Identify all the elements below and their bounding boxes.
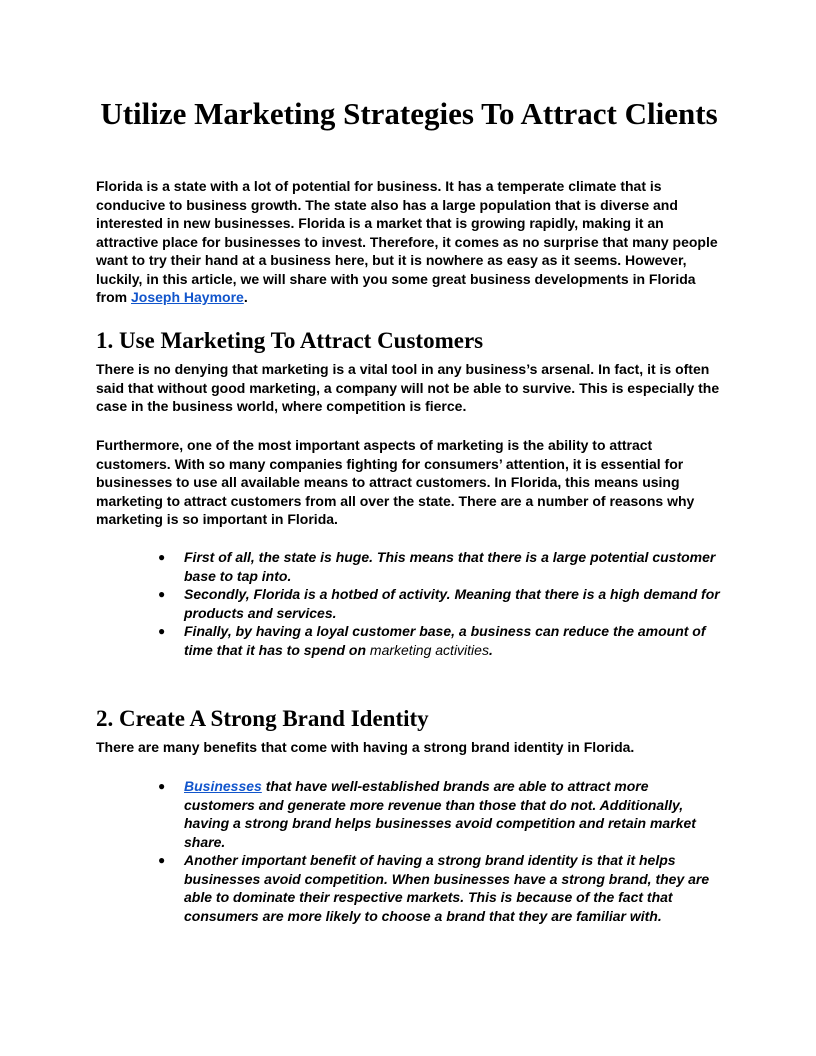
bullet-text: First of all, the state is huge. This means that there is a large potential customer base to tap into.: [184, 549, 716, 584]
bullet-icon: ●: [158, 550, 166, 564]
list-item: [96, 548, 722, 585]
section-1-paragraph-2: Furthermore, one of the most important aspects of marketing is the ability to attract customers. With so many companies fighting for consumers’ attention, it is essential for businesses to use all available means to attract customers. In Florida, this means using marketing to attract customers from all over the state. There are a number of reasons why marketing is so important in Florida.: [96, 437, 695, 527]
bullet-plain-text: marketing activities: [369, 641, 489, 658]
intro-paragraph: [96, 177, 722, 307]
list-item: [96, 777, 722, 851]
list-item: [96, 585, 722, 622]
page-title: Utilize Marketing Strategies To Attract Clients: [100, 96, 718, 131]
bullet-text: Another important benefit of having a strong brand identity is that it helps businesses avoid competition. When businesses have a strong brand, they are able to dominate their respective markets. This is because of the fact that consumers are more likely to choose a brand that they are familiar with.: [184, 852, 710, 924]
bullet-icon: ●: [158, 587, 166, 601]
list-item: [96, 622, 722, 659]
section-1-paragraph-1: There is no denying that marketing is a vital tool in any business’s arsenal. In fact, it is often said that without good marketing, a company will not be able to survive. This is especially the case in the business world, where competition is fierce.: [96, 361, 720, 414]
bullet-text: Finally, by having a loyal customer base, a business can reduce the amount of time that it has to spend on: [184, 623, 706, 658]
bullet-text: Secondly, Florida is a hotbed of activity. Meaning that there is a high demand for products and services.: [184, 586, 720, 621]
joseph-haymore-link[interactable]: Joseph Haymore: [131, 289, 244, 305]
section-1-heading: 1. Use Marketing To Attract Customers: [96, 328, 484, 353]
businesses-link[interactable]: Businesses: [184, 778, 262, 794]
intro-end: .: [243, 289, 248, 305]
bullet-icon: ●: [158, 853, 166, 867]
bullet-icon: ●: [158, 624, 166, 638]
section-2-paragraph-1: There are many benefits that come with having a strong brand identity in Florida.: [96, 739, 635, 755]
bullet-icon: ●: [158, 779, 166, 793]
bullet-text: that have well-established brands are able to attract more customers and generate more revenue than those that do not. Additionally, having a strong brand helps businesses avoid competition and retain market share.: [184, 778, 696, 850]
bullet-end: .: [488, 641, 493, 658]
section-2-bullet-list: [96, 777, 722, 925]
section-1-bullet-list: [96, 548, 722, 659]
intro-text: Florida is a state with a lot of potential for business. It has a temperate climate that is conducive to business growth. The state also has a large population that is diverse and interested in new businesses. Florida is a market that is growing rapidly, making it an attractive place for businesses to invest. Therefore, it comes as no surprise that many people want to try their hand at a business here, but it is nowhere as easy as it seems. However, luckily, in this article, we will share with you some great business developments in Florida from: [96, 178, 718, 305]
list-item: [96, 851, 722, 925]
section-2-heading: 2. Create A Strong Brand Identity: [96, 706, 429, 731]
